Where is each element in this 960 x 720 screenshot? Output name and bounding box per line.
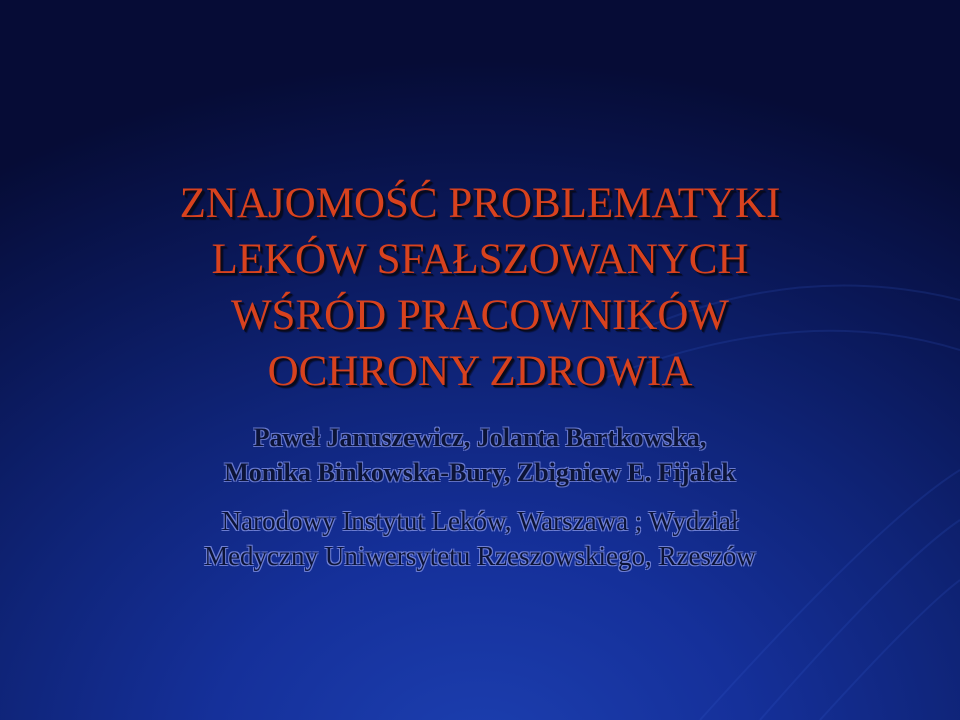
affiliation-line-1: Narodowy Instytut Leków, Warszawa ; Wydział — [221, 506, 739, 536]
affiliation-line-2: Medyczny Uniwersytetu Rzeszowskiego, Rzeszów — [204, 541, 756, 571]
title-line-3: WŚRÓD PRACOWNIKÓW — [230, 292, 730, 339]
slide-authors — [60, 420, 900, 490]
title-line-4: OCHRONY ZDROWIA — [267, 348, 693, 395]
title-line-1: ZNAJOMOŚĆ PROBLEMATYKI — [179, 180, 781, 227]
authors-line-1: Paweł Januszewicz, Jolanta Bartkowska, — [253, 423, 707, 452]
slide-title — [60, 176, 900, 400]
slide-affiliation — [60, 504, 900, 574]
title-line-2: LEKÓW SFAŁSZOWANYCH — [211, 236, 749, 283]
authors-line-2: Monika Binkowska-Bury, Zbigniew E. Fijałek — [224, 458, 736, 487]
